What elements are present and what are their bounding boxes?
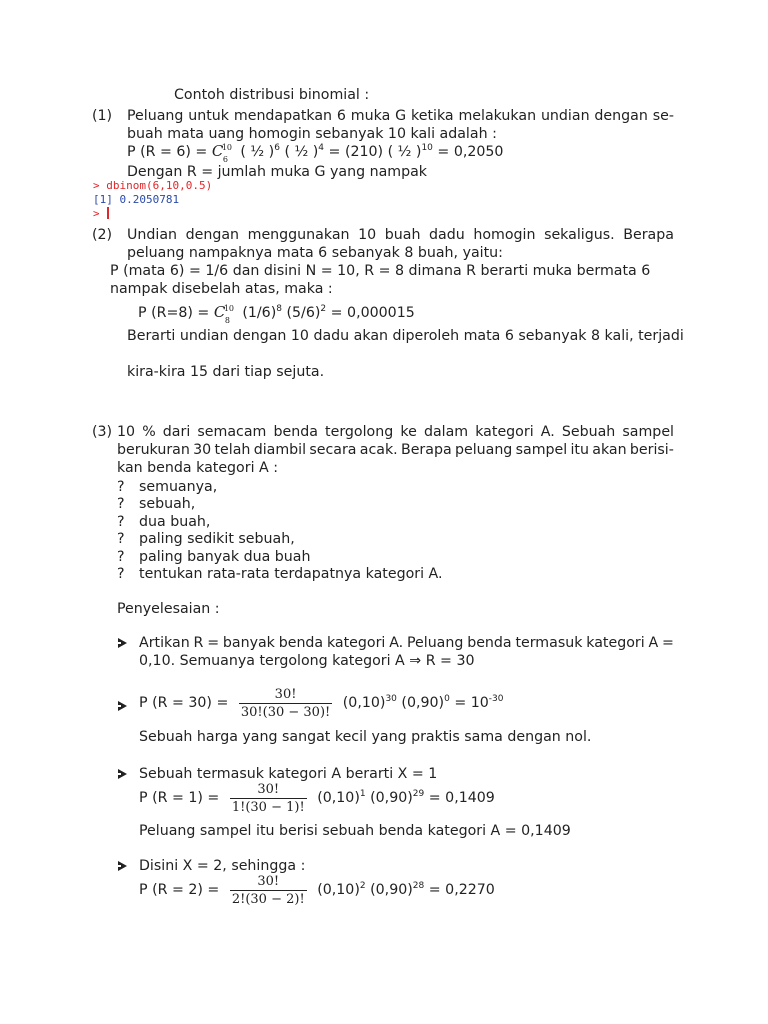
console-result: [1] 0.2050781 bbox=[93, 193, 180, 206]
arrow-bullet-icon bbox=[118, 701, 127, 711]
word: buah bbox=[384, 227, 421, 243]
problem-2-line-2: peluang nampaknya mata 6 sebanyak 8 buah, yaitu: bbox=[127, 245, 503, 261]
arrow-bullet-icon bbox=[118, 769, 127, 779]
word: A bbox=[648, 635, 659, 651]
word: telah bbox=[214, 442, 251, 458]
list-bullet: ? bbox=[117, 566, 125, 582]
word: untuk bbox=[188, 108, 230, 124]
word: A. bbox=[389, 635, 404, 651]
word: muka bbox=[350, 108, 391, 124]
word: Peluang bbox=[127, 108, 184, 124]
problem-2-line-1 bbox=[127, 226, 674, 244]
word: sampel bbox=[622, 424, 674, 440]
problem-1-note: Dengan R = jumlah muka G yang nampak bbox=[127, 164, 428, 180]
text-cursor bbox=[107, 207, 109, 219]
list-item: dua buah, bbox=[139, 514, 211, 530]
solution-heading: Penyelesaian : bbox=[117, 601, 220, 617]
solution-step-3-formula: P (R = 1) = $\frac{30!}{1!(30 - 1)!}$ $(0,10)^1$ $(0,90)^{29} = 0,1409$ bbox=[139, 781, 495, 815]
word: berukuran bbox=[117, 442, 190, 458]
list-item: tentukan rata-rata terdapatnya kategori A. bbox=[139, 566, 443, 582]
problem-2-line-3: P (mata 6) = 1/6 dan disini N = 10, R = 8 dimana R berarti muka bermata 6 bbox=[110, 263, 651, 279]
problem-1-line-2: buah mata uang homogin sebanyak 10 kali adalah : bbox=[127, 126, 497, 142]
word: kategori bbox=[326, 635, 386, 651]
solution-step-4-line-1: Disini X = 2, sehingga : bbox=[139, 858, 306, 874]
word: G bbox=[395, 108, 407, 124]
solution-step-1-line-1 bbox=[139, 634, 674, 652]
problem-1-number: (1) bbox=[92, 108, 113, 124]
solution-step-2-note: Sebuah harga yang sangat kecil yang praktis sama dengan nol. bbox=[139, 729, 592, 745]
word: kategori bbox=[475, 424, 534, 440]
word: Peluang bbox=[406, 635, 464, 651]
word: = bbox=[207, 635, 220, 651]
list-bullet: ? bbox=[117, 496, 125, 512]
word: benda bbox=[467, 635, 512, 651]
word: diambil bbox=[253, 442, 307, 458]
list-item: paling banyak dua buah bbox=[139, 549, 311, 565]
console-command: > dbinom(6,10,0.5) bbox=[93, 179, 213, 192]
word: kategori bbox=[586, 635, 645, 651]
fraction: $\frac{30!}{1!(30 - 1)!}$ bbox=[231, 781, 305, 815]
word: dalam bbox=[423, 424, 469, 440]
problem-2-line-6: kira-kira 15 dari tiap sejuta. bbox=[127, 364, 325, 380]
r-console-output bbox=[93, 179, 212, 221]
word: ketika bbox=[411, 108, 454, 124]
solution-step-3-line-1: Sebuah termasuk kategori A berarti X = 1 bbox=[139, 766, 438, 782]
implies-icon: ⇒ bbox=[409, 653, 422, 669]
word: 10 bbox=[117, 424, 136, 440]
solution-step-3-note: Peluang sampel itu berisi sebuah benda kategori A = 0,1409 bbox=[139, 823, 571, 839]
page-title: Contoh distribusi binomial : bbox=[174, 87, 370, 103]
list-bullet: ? bbox=[117, 531, 125, 547]
combination-symbol: C 10 6 bbox=[211, 142, 233, 164]
problem-2-formula: P (R=8) = C 10 8 $(1/6)^8$ $(5/6)^2 = 0,000015$ bbox=[138, 303, 415, 325]
word: Artikan bbox=[139, 635, 190, 651]
word: mendapatkan bbox=[233, 108, 333, 124]
word: 30 bbox=[193, 442, 212, 458]
word: tergolong bbox=[325, 424, 394, 440]
word: itu bbox=[570, 442, 589, 458]
combination-symbol: C 10 8 bbox=[213, 303, 235, 325]
word: = bbox=[662, 635, 674, 651]
solution-step-2-formula: P (R = 30) = $\frac{30!}{30!(30 - 30)!}$ $(0,10)^{30}$ $(0,90)^0 = 10^{-30}$ bbox=[139, 686, 504, 720]
problem-2-line-4: nampak disebelah atas, maka : bbox=[110, 281, 333, 297]
word: akan bbox=[592, 442, 627, 458]
problem-3-line-1 bbox=[117, 423, 674, 441]
word: % bbox=[142, 424, 156, 440]
list-item: semuanya, bbox=[139, 479, 218, 495]
word: ke bbox=[400, 424, 417, 440]
fraction: $\frac{30!}{2!(30 - 2)!}$ bbox=[231, 873, 305, 907]
problem-1-formula: P (R = 6) = C 10 6 ( ½ )$^6$ ( ½ )$^4$ = (210) ( ½ )$^{10}$ = 0,2050 bbox=[127, 142, 504, 164]
word: homogin bbox=[473, 227, 536, 243]
solution-step-4-formula: P (R = 2) = $\frac{30!}{2!(30 - 2)!}$ $(0,10)^2$ $(0,90)^{28} = 0,2270$ bbox=[139, 873, 495, 907]
list-bullet: ? bbox=[117, 479, 125, 495]
formula-lhs: P (R = 6) = bbox=[127, 144, 208, 160]
problem-3-number: (3) bbox=[92, 424, 113, 440]
console-prompt[interactable]: > bbox=[93, 207, 212, 221]
word: benda bbox=[278, 635, 324, 651]
arrow-bullet-icon bbox=[118, 861, 127, 871]
word: menggunakan bbox=[247, 227, 350, 243]
word: dadu bbox=[429, 227, 465, 243]
problem-3-line-2 bbox=[117, 441, 674, 459]
problem-1-line-1 bbox=[127, 107, 674, 125]
list-item: paling sedikit sebuah, bbox=[139, 531, 295, 547]
word: peluang bbox=[454, 442, 513, 458]
word: undian bbox=[540, 108, 590, 124]
list-item: sebuah, bbox=[139, 496, 196, 512]
word: secara bbox=[309, 442, 357, 458]
word: dengan bbox=[185, 227, 240, 243]
solution-step-1-line-2: 0,10. Semuanya tergolong kategori A ⇒ R = 30 bbox=[139, 653, 475, 669]
word: berisi- bbox=[629, 442, 674, 458]
word: acak. bbox=[359, 442, 398, 458]
word: Berapa bbox=[400, 442, 452, 458]
fraction: $\frac{30!}{30!(30 - 30)!}$ bbox=[240, 686, 331, 720]
problem-3-line-3: kan benda kategori A : bbox=[117, 460, 279, 476]
word: dengan bbox=[594, 108, 648, 124]
word: Sebuah bbox=[561, 424, 616, 440]
word: melakukan bbox=[458, 108, 537, 124]
problem-2-number: (2) bbox=[92, 227, 113, 243]
word: benda bbox=[273, 424, 318, 440]
word: 10 bbox=[358, 227, 377, 243]
word: semacam bbox=[197, 424, 267, 440]
list-bullet: ? bbox=[117, 514, 125, 530]
word: Undian bbox=[127, 227, 178, 243]
word: dari bbox=[162, 424, 191, 440]
arrow-bullet-icon bbox=[118, 638, 127, 648]
word: Berapa bbox=[623, 227, 674, 243]
word: 6 bbox=[336, 108, 346, 124]
word: se- bbox=[652, 108, 674, 124]
problem-2-line-5: Berarti undian dengan 10 dadu akan diperoleh mata 6 sebanyak 8 kali, terjadi bbox=[127, 328, 684, 344]
word: termasuk bbox=[515, 635, 583, 651]
word: sekaligus. bbox=[544, 227, 615, 243]
word: banyak bbox=[222, 635, 275, 651]
list-bullet: ? bbox=[117, 549, 125, 565]
word: A. bbox=[540, 424, 555, 440]
word: sampel bbox=[515, 442, 568, 458]
word: R bbox=[193, 635, 204, 651]
